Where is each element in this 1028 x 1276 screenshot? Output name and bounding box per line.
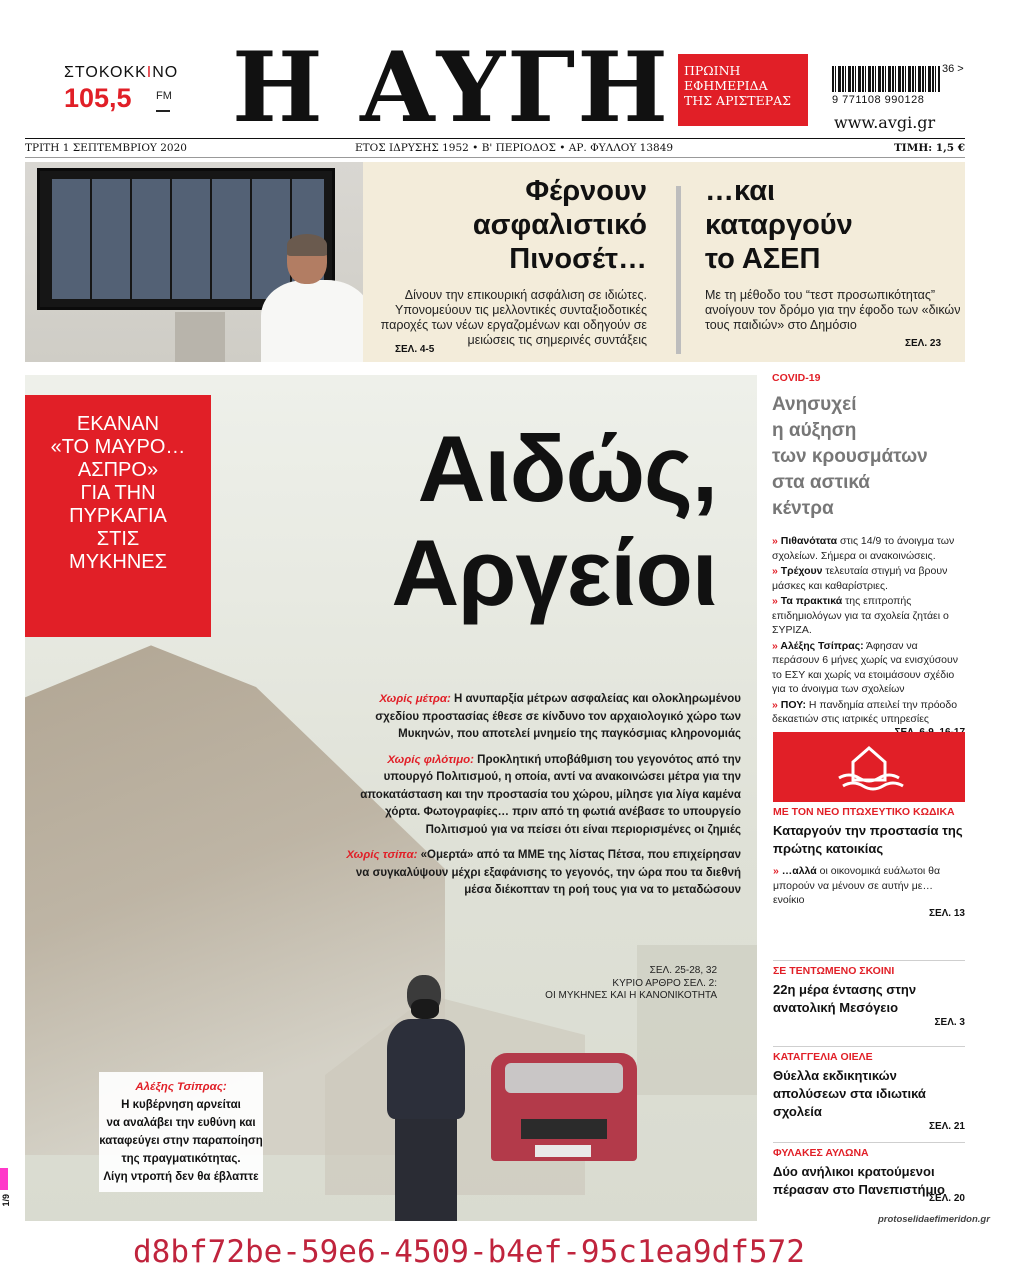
radio-frequency: 105,5 [64,83,132,113]
tagline-line: ΤΗΣ ΑΡΙΣΤΕΡΑΣ [684,93,792,108]
radio-fm-label: FM [156,90,172,102]
top-story-headline: …και καταργούν το ΑΣΕΠ [705,175,853,275]
radio-ad [64,64,179,113]
tsipras-quote: Αλέξης Τσίπρας: Η κυβέρνηση αρνείται να αναλάβει την ευθύνη και καταφεύγει στην παραποίηση της πραγματικότητας. Λίγη ντροπή δεν θα έβλαπτε [99,1072,263,1192]
top-story-deck: Δίνουν την επικουρική ασφάλιση σε ιδιώτες. Υπονομεύουν τις μελλοντικές συνταξιοδοτικές παροχές των νέων εργαζομένων και οδηγούν σε μειώσεις τις σημερινές συντάξεις [380,288,647,347]
side-story-headline: Θύελλα εκδικητικών απολύσεων στα ιδιωτικά σχολεία [773,1068,926,1119]
hero-red-box: ΕΚΑΝΑΝ «ΤΟ ΜΑΥΡΟ… ΑΣΠΡΟ» ΓΙΑ ΤΗΝ ΠΥΡΚΑΓΙΑ ΣΤΙΣ ΜΥΚΗΝΕΣ [25,395,211,637]
radio-dash [156,110,170,112]
side-story-headline: Καταργούν την προστασία της πρώτης κατοικίας [773,823,963,856]
side-story-headline: Δύο ανήλικοι κρατούμενοι πέρασαν στο Πανεπιστήμιο [773,1164,945,1197]
hero-photo-story[interactable] [25,375,757,1221]
side-story-mediterranean[interactable]: ΣΕ ΤΕΝΤΩΜΕΝΟ ΣΚΟΙΝΙ 22η μέρα έντασης στην ανατολική Μεσόγειο ΣΕΛ. 3 [773,960,965,1036]
page-marker [0,1168,8,1190]
tagline-line: ΠΡΩΙΝΗ [684,63,741,78]
price: ΤΙΜΗ: 1,5 € [893,142,965,154]
side-story-oiele[interactable]: ΚΑΤΑΓΓΕΛΙΑ ΟΙΕΛΕ Θύελλα εκδικητικών απολύσεων στα ιδιωτικά σχολεία ΣΕΛ. 21 [773,1046,965,1136]
radio-brand: ΣΤΟΚΟΚΚΙΝΟ [64,64,179,81]
page-number: 1/9 [1,1194,11,1207]
hero-paragraph: Χωρίς μέτρα: Η ανυπαρξία μέτρων ασφαλείας και ολοκληρωμένου σχεδίου προστασίας έθεσε σε κίνδυνο τον αρχαιολογικό χώρο των Μυκηνών, που αποτελεί μνημείο της παγκόσμιας κληρονομιάς [375,693,741,740]
fire-truck [491,1053,637,1161]
person-figure [261,236,363,362]
hero-paragraph: Χωρίς φιλότιμο: Προκλητική υποβάθμιση του γεγονότος από την υπουργό Πολιτισμού, η οποία, αντί να ανακοινώσει μέτρα για την αποκατάσταση και την προστασία του χώρου, μίλησε για λίγα καμένα χόρτα. Φωτογραφίες… πριν από τη φωτιά ανέβασε το υπουργείο Πολιτισμού για να πείσει ότι είναι περιορισμένες οι ζημιές [360,753,741,836]
covid-bullet: » Αλέξης Τσίπρας: Άφησαν να περάσουν 6 μήνες χωρίς να ενισχύσουν το ΕΣΥ και χωρίς να ετοιμάσουν σχέδιο για το άνοιγμα των σχολείων [772,639,959,695]
top-stories-band [25,162,965,362]
covid-bullet: » Τα πρακτικά της επιτροπής επιδημιολόγων για τα σχολεία ζητάει ο ΣΥΡΙΖΑ. [772,595,949,636]
newspaper-logo: Η ΑΥΓΗ [232,31,670,144]
covid-bullet: » Τρέχουν τελευταία στιγμή να βρουν μάσκες και καθαρίστριες. [772,565,948,592]
barcode-number: 9 771108 990128 [832,94,925,106]
hero-body [343,691,741,908]
arrow-icon: » [772,639,781,652]
covid-headline: Ανησυχεί η αύξηση των κρουσμάτων στα αστικά κέντρα [772,394,928,519]
arrow-icon: » [772,698,781,711]
source-credit[interactable]: protoselidaefimeridon.gr [878,1214,990,1225]
firefighter-figure [371,975,481,1221]
tagline-box [678,54,808,126]
column-divider [676,186,681,354]
hero-page-refs: ΣΕΛ. 25-28, 32 ΚΥΡΙΟ ΑΡΘΡΟ ΣΕΛ. 2: ΟΙ ΜΥΚΗΝΕΣ ΚΑΙ Η ΚΑΝΟΝΙΚΟΤΗΤΑ [545,965,717,1001]
barcode-icon [832,66,940,92]
arrow-icon: » [772,565,781,577]
side-story-avlona[interactable]: ΦΥΛΑΚΕΣ ΑΥΛΩΝΑ Δύο ανήλικοι κρατούμενοι πέρασαν στο Πανεπιστήμιο ΣΕΛ. 20 [773,1142,965,1222]
top-story-pages: ΣΕΛ. 4-5 [395,344,435,355]
covid-column[interactable] [772,372,965,738]
issue-date: ΤΡΙΤΗ 1 ΣΕΠΤΕΜΒΡΙΟΥ 2020 [25,142,187,154]
tagline-line: ΕΦΗΜΕΡΙΔΑ [684,78,768,93]
hero-paragraph: Χωρίς τσίπα: «Ομερτά» από τα ΜΜΕ της λίστας Πέτσα, που επιχείρησαν να συγκαλύψουν μέχρι εξαφάνισης το γεγονός, την ώρα που τα διεθνή μέσα διέκοπταν τη ροή τους για να το μεταδώσουν [346,849,741,896]
side-story-bankruptcy[interactable]: ΜΕ ΤΟΝ ΝΕΟ ΠΤΩΧΕΥΤΙΚΟ ΚΩΔΙΚΑ Καταργούν την προστασία της πρώτης κατοικίας » …αλλά οι οικονομικά ευάλωτοι θα μπορούν να μένουν σε αυτήν με… ενοίκιο ΣΕΛ. 13 [773,806,965,919]
dateline [25,138,965,158]
arrow-icon: » [772,595,781,607]
side-story-headline: 22η μέρα έντασης στην ανατολική Μεσόγειο [773,982,917,1015]
covid-kicker: COVID-19 [772,372,821,384]
hero-headline: Αιδώς, Αργείοι [391,416,717,625]
monitor-stand [175,312,225,362]
document-hash: d8bf72be-59e6-4509-b4ef-95c1ea9df572 [133,1234,805,1270]
covid-bullet: » ΠΟΥ: Η πανδημία απειλεί την πρόοδο δεκαετιών στις ιατρικές υπηρεσίες [772,698,958,725]
sinking-house-icon [773,732,965,802]
top-story-pages: ΣΕΛ. 23 [905,338,942,349]
covid-bullet: » Πιθανότατα στις 14/9 το άνοιγμα των σχολείων. Σήμερα οι ανακοινώσεις. [772,535,955,562]
issue-info: ΕΤΟΣ ΙΔΡΥΣΗΣ 1952 • Β' ΠΕΡΙΟΔΟΣ • ΑΡ. ΦΥΛΛΟΥ 13849 [355,142,674,154]
videoconference-photo[interactable] [25,162,363,362]
website-link[interactable]: www.avgi.gr [834,113,936,132]
top-story-pension[interactable] [373,174,647,348]
top-story-headline: Φέρνουν ασφαλιστικό Πινοσέτ… [472,175,647,275]
top-story-deck: Με τη μέθοδο του “τεστ προσωπικότητας” ανοίγουν τον δρόμο για την έφοδο των «δικών τους παιδιών» στο Δημόσιο [705,288,961,332]
arrow-icon: » [773,865,782,877]
issue-code: 36 > [942,63,964,75]
arrow-icon: » [772,535,781,547]
top-story-asep[interactable] [705,174,961,333]
